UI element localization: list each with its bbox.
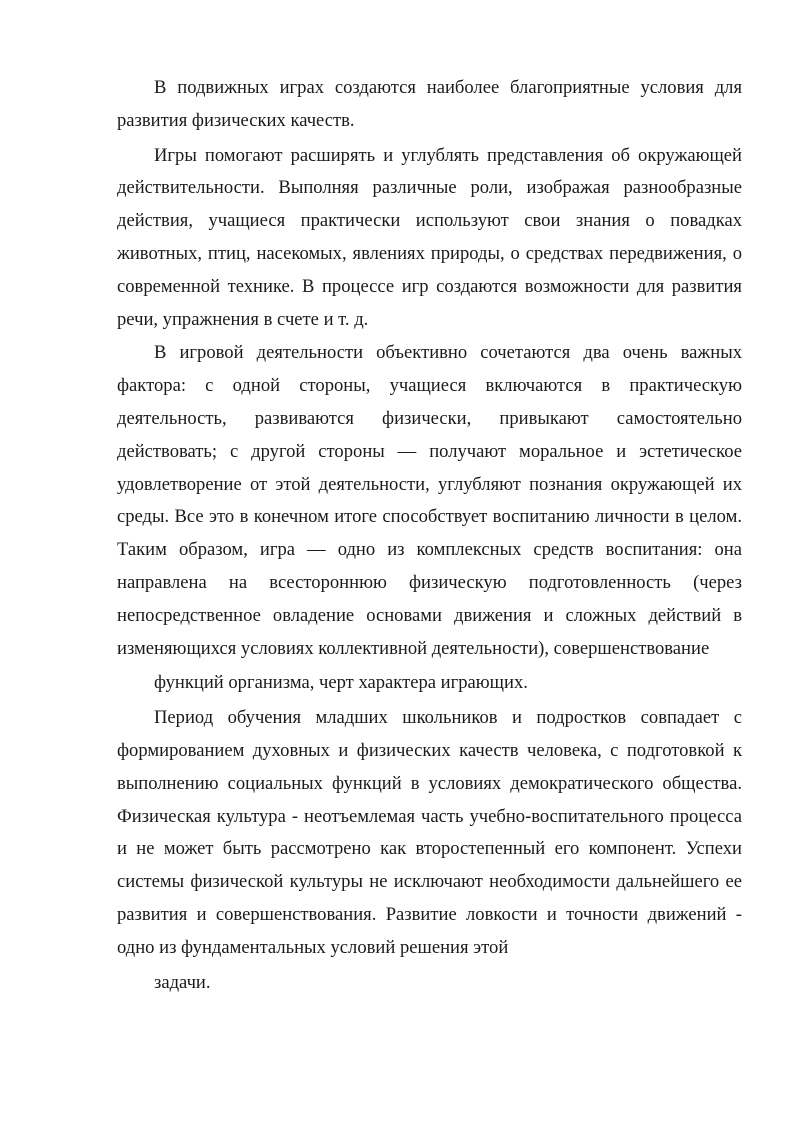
paragraph-2: Игры помогают расширять и углублять представления об окружающей действительности. Выполняя различные роли, изображая разнообразные действия, учащиеся практически используют свои знания о повадках животных, птиц, насекомых, явлениях природы, о средствах передвижения, о современной технике. В процессе игр создаются возможности для развития речи, упражнения в счете и т. д.: [117, 144, 742, 330]
paragraph-4-continuation: задачи.: [154, 971, 211, 993]
paragraph-3: В игровой деятельности объективно сочетаются два очень важных фактора: с одной стороны, учащиеся включаются в практическую деятельность, развиваются физически, привыкают самостоятельно действовать; с другой стороны — получают моральное и эстетическое удовлетворение от этой деятельности, углубляют познания окружающей их среды. Все это в конечном итоге способствует воспитанию личности в целом. Таким образом, игра — одно из комплексных средств воспитания: она направлена на всестороннюю физическую подготовленность (через непосредственное овладение основами движения и сложных действий в изменяющихся условиях коллективной деятельности), совершенствование: [117, 342, 742, 659]
document-body: [117, 72, 742, 999]
paragraph-4: Период обучения младших школьников и подростков совпадает с формированием духовных и физических качеств человека, с подготовкой к выполнению социальных функций в условиях демократического общества. Физическая культура - неотъемлемая часть учебно-воспитательного процесса и не может быть рассмотрено как второстепенный его компонент. Успехи системы физической культуры не исключают необходимости дальнейшего ее развития и совершенствования. Развитие ловкости и точности движений - одно из фундаментальных условий решения этой: [117, 707, 742, 958]
paragraph-1: В подвижных играх создаются наиболее благоприятные условия для развития физических качеств.: [117, 77, 742, 131]
paragraph-3-continuation: функций организма, черт характера играющих.: [154, 672, 528, 694]
